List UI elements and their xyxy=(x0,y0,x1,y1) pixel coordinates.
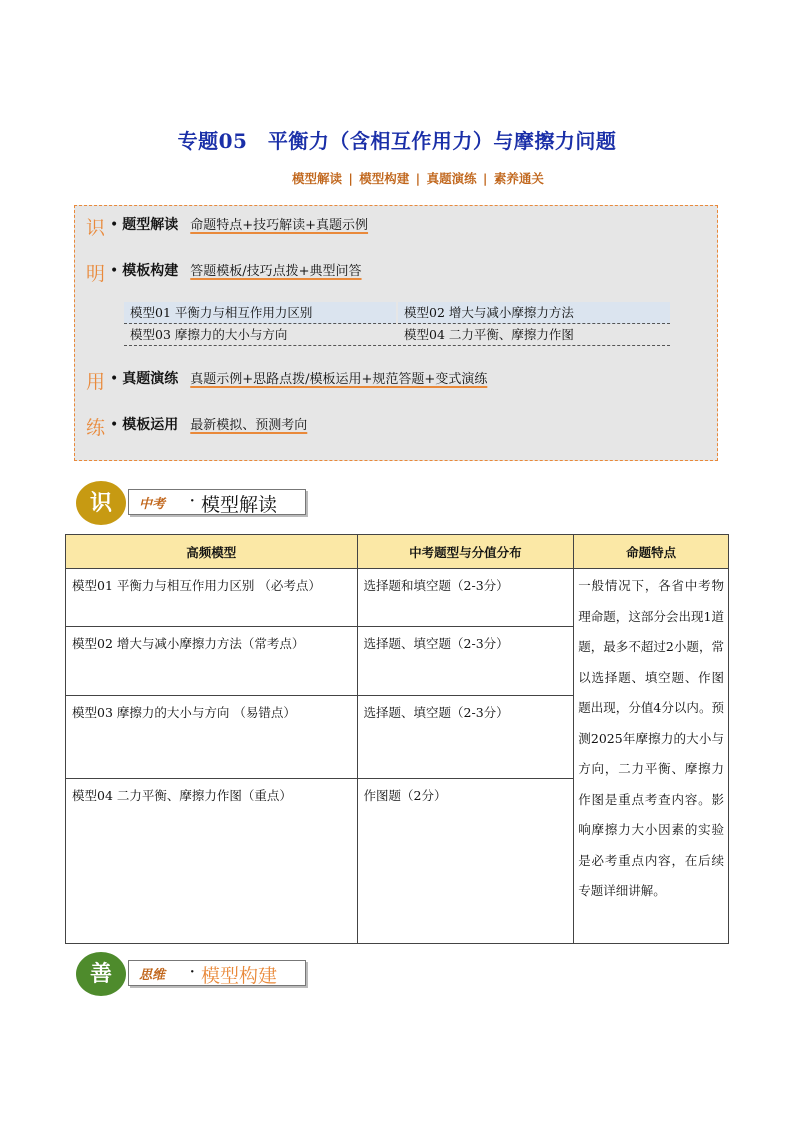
row-desc: 最新模拟、预测考向 xyxy=(190,418,308,433)
row-desc: 答题模板/技巧点拨+典型问答 xyxy=(190,264,362,279)
section-badge: 善 xyxy=(76,952,126,996)
summary-row xyxy=(110,260,362,280)
table-row xyxy=(66,569,729,627)
nav-item[interactable]: 素养通关 xyxy=(493,171,544,186)
section-dot: · xyxy=(190,494,195,509)
nav-item[interactable]: 模型构建 xyxy=(359,171,410,186)
row-label: 模板运用 xyxy=(122,417,179,433)
model-cell: 模型01 平衡力与相互作用力区别 xyxy=(124,302,396,324)
table-header: 命题特点 xyxy=(574,535,729,569)
table-header: 高频模型 xyxy=(66,535,358,569)
table-cell-model: 模型01 平衡力与相互作用力区别 （必考点） xyxy=(66,569,358,627)
section-nav xyxy=(292,169,544,187)
row-label: 模板构建 xyxy=(122,263,179,279)
table-cell-feature: 一般情况下，各省中考物理命题，这部分会出现1道题，最多不超过2小题，常以选择题、填空题、作图题出现，分值4分以内。预测2025年摩擦力的大小与方向，二力平衡、摩擦力作图是重点考查内容。影响摩擦力大小因素的实验是必考重点内容，在后续专题详细讲解。 xyxy=(574,569,729,944)
nav-item[interactable]: 真题演练 xyxy=(426,171,477,186)
table-cell-model: 模型02 增大与减小摩擦力方法（常考点） xyxy=(66,627,358,696)
side-char: 练 xyxy=(86,417,106,439)
table-cell-model: 模型04 二力平衡、摩擦力作图（重点） xyxy=(66,779,358,944)
nav-separator: | xyxy=(344,171,358,186)
row-desc: 真题示例+思路点拨/模板运用+规范答题+变式演练 xyxy=(190,372,488,387)
row-desc: 命题特点+技巧解读+真题示例 xyxy=(190,218,369,233)
table-cell-type: 作图题（2分） xyxy=(357,779,574,944)
table-cell-type: 选择题和填空题（2-3分） xyxy=(357,569,574,627)
section-name: 模型构建 xyxy=(201,965,278,987)
bullet-icon: • xyxy=(110,371,119,387)
bullet-icon: • xyxy=(110,417,119,433)
model-cell: 模型03 摩擦力的大小与方向 xyxy=(124,324,396,346)
nav-separator: | xyxy=(478,171,492,186)
summary-row xyxy=(110,368,487,388)
row-label: 题型解读 xyxy=(122,217,179,233)
model-cell: 模型04 二力平衡、摩擦力作图 xyxy=(398,324,670,346)
section-tag: 思维 xyxy=(139,968,166,983)
section-badge: 识 xyxy=(76,481,126,525)
bullet-icon: • xyxy=(110,217,119,233)
table-cell-type: 选择题、填空题（2-3分） xyxy=(357,627,574,696)
model-table xyxy=(65,534,729,944)
section-dot: · xyxy=(190,965,195,980)
section-name: 模型解读 xyxy=(201,494,278,516)
table-cell-type: 选择题、填空题（2-3分） xyxy=(357,696,574,779)
side-char: 明 xyxy=(86,263,106,285)
row-label: 真题演练 xyxy=(122,371,179,387)
side-char: 用 xyxy=(86,371,106,393)
table-header: 中考题型与分值分布 xyxy=(357,535,574,569)
side-char: 识 xyxy=(86,217,106,239)
table-header-row xyxy=(66,535,729,569)
summary-row xyxy=(110,214,368,234)
section-tag: 中考 xyxy=(139,497,166,512)
section-banner xyxy=(128,960,306,986)
nav-separator: | xyxy=(411,171,425,186)
section-banner xyxy=(128,489,306,515)
summary-row xyxy=(110,414,307,434)
nav-item[interactable]: 模型解读 xyxy=(292,171,343,186)
bullet-icon: • xyxy=(110,263,119,279)
model-cell: 模型02 增大与减小摩擦力方法 xyxy=(398,302,670,324)
page-title: 专题05 平衡力（含相互作用力）与摩擦力问题 xyxy=(177,129,617,153)
table-cell-model: 模型03 摩擦力的大小与方向 （易错点） xyxy=(66,696,358,779)
